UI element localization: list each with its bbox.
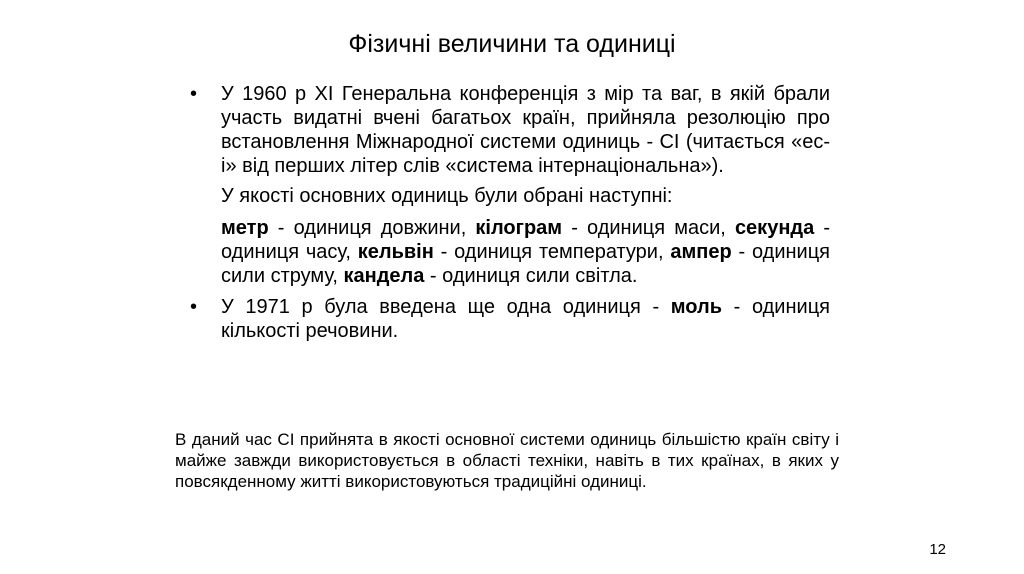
unit-ampere: ампер <box>670 241 732 263</box>
bullet-1971-text-before: У 1971 р була введена ще одна одиниця - <box>221 296 671 318</box>
slide-title: Фізичні величини та одиниці <box>348 30 676 58</box>
page-number: 12 <box>929 541 946 558</box>
bullet-item-1960 <box>190 82 830 178</box>
unit-metre-desc: - одиниця довжини, <box>268 217 476 239</box>
unit-candela: кандела <box>343 265 425 287</box>
unit-kilogram-desc: - одиниця маси, <box>562 217 735 239</box>
slide-content <box>190 82 830 343</box>
bullet-1960-text: У 1960 р XI Генеральна конференція з мір та ваг, в якій брали участь видатні вчені багатьох країн, прийняла резолюцію про встановлення Міжнародної системи одиниць - СІ (читається «ес-і» від перших літер слів «система інтернаціональна»). <box>221 83 830 177</box>
footnote-text: В даний час СІ прийнята в якості основної системи одиниць більшістю країн світу і майже завжди використовується в області техніки, навіть в тих країнах, в яких у повсякденному житті використовуються традиційні одиниці. <box>175 430 839 491</box>
unit-second: секунда <box>734 217 815 239</box>
bullet-icon: • <box>190 296 198 318</box>
bullet-1971-text-after: - одиниця кількості речовини. <box>221 296 830 342</box>
bullet-icon: • <box>190 83 198 105</box>
unit-kilogram: кілограм <box>475 217 563 239</box>
unit-kelvin-desc: - одиниця температури, <box>433 241 671 263</box>
base-units-intro: У якості основних одиниць були обрані наступні: <box>221 185 673 207</box>
bullet-item-1971 <box>190 295 830 343</box>
unit-second-desc: - одиниця часу, <box>221 217 831 263</box>
unit-candela-desc: - одиниця сили світла. <box>424 265 638 287</box>
unit-kelvin: кельвін <box>357 241 434 263</box>
unit-metre: метр <box>221 217 269 239</box>
unit-mole: моль <box>670 296 722 318</box>
unit-ampere-desc: - одиниця сили струму, <box>221 241 830 287</box>
base-units-list <box>190 216 830 288</box>
